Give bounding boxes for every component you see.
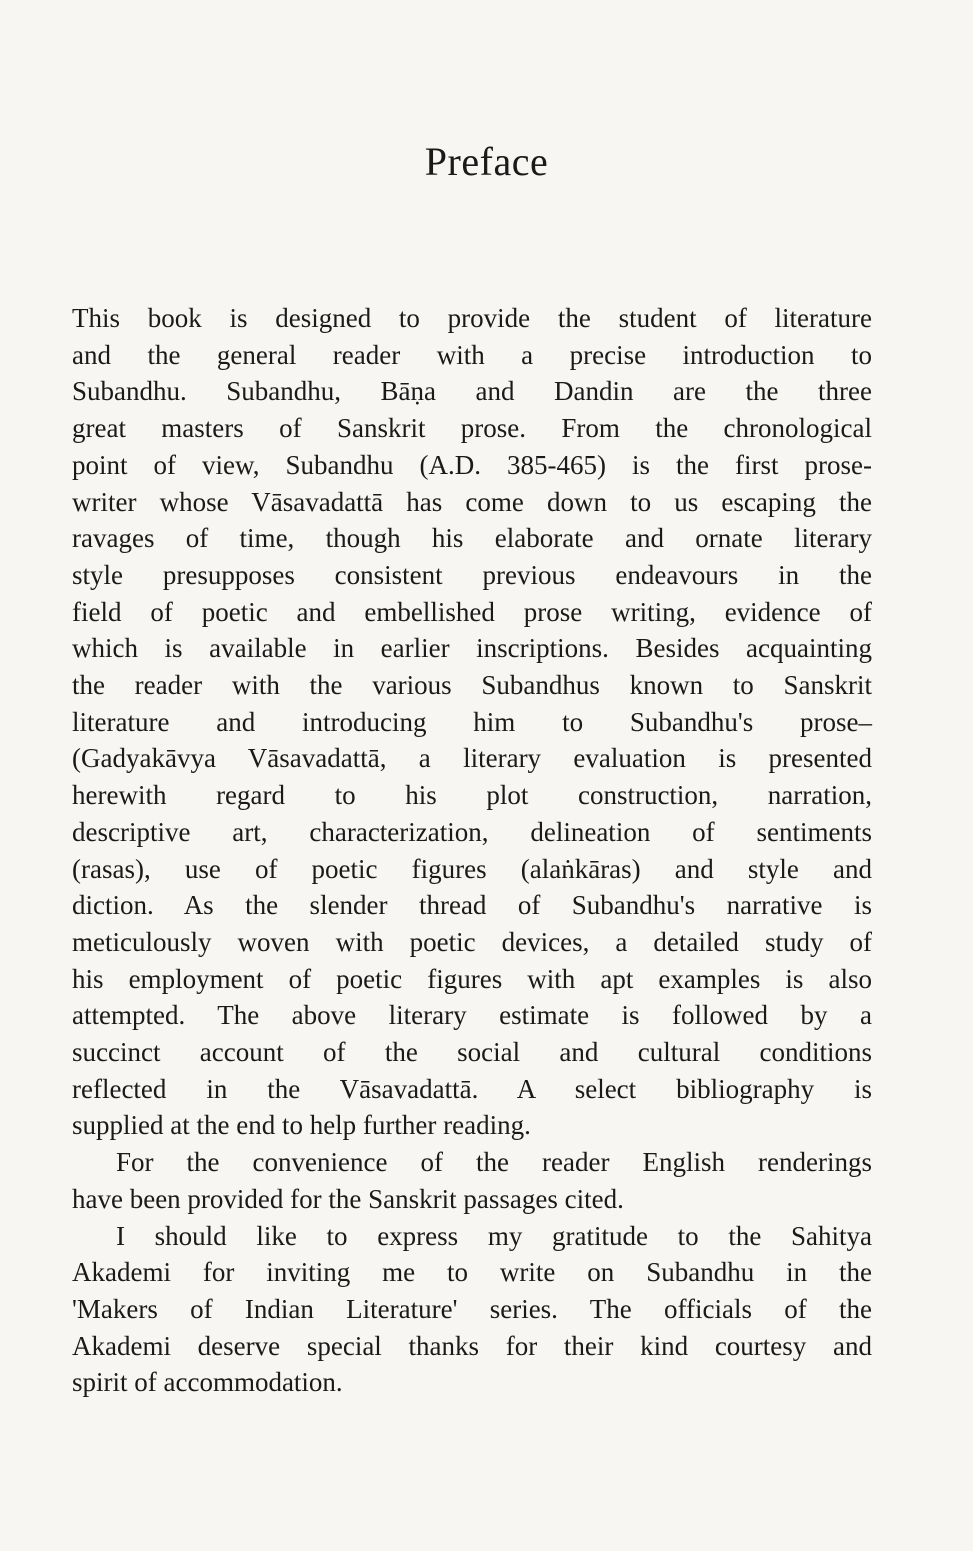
- text-line: (rasas), use of poetic figures (alaṅkāras) and style and: [72, 853, 872, 884]
- text-line: point of view, Subandhu (A.D. 385-465) is the first prose-: [72, 449, 872, 480]
- text-line: style presupposes consistent previous endeavours in the: [72, 559, 872, 590]
- text-line: For the convenience of the reader English renderings: [116, 1147, 872, 1178]
- text-line: the reader with the various Subandhus known to Sanskrit: [72, 670, 872, 701]
- paragraph-1: [72, 300, 872, 1144]
- text-line: Akademi for inviting me to write on Subandhu in the: [72, 1257, 872, 1288]
- text-line: diction. As the slender thread of Subandhu's narrative is: [72, 890, 872, 921]
- text-line: which is available in earlier inscriptions. Besides acquainting: [72, 633, 872, 664]
- text-line: supplied at the end to help further reading.: [72, 1110, 531, 1141]
- paragraph-3: [72, 1218, 872, 1402]
- text-line: Subandhu. Subandhu, Bāṇa and Dandin are the three: [72, 376, 872, 407]
- text-line: his employment of poetic figures with apt examples is also: [72, 963, 872, 994]
- text-line: have been provided for the Sanskrit passages cited.: [72, 1183, 624, 1214]
- text-line: (Gadyakāvya Vāsavadattā, a literary evaluation is presented: [72, 743, 872, 774]
- text-line: literature and introducing him to Subandhu's prose–: [72, 706, 872, 737]
- paragraph-2: [72, 1144, 872, 1217]
- text-line: This book is designed to provide the student of literature: [72, 303, 872, 333]
- text-line: ravages of time, though his elaborate and ornate literary: [72, 523, 872, 554]
- page-title: Preface: [424, 139, 549, 184]
- text-line: descriptive art, characterization, delineation of sentiments: [72, 816, 872, 847]
- text-line: field of poetic and embellished prose writing, evidence of: [72, 596, 872, 627]
- preface-body: [72, 300, 872, 1401]
- text-line: great masters of Sanskrit prose. From the chronological: [72, 413, 872, 444]
- text-line: I should like to express my gratitude to the Sahitya: [116, 1220, 872, 1251]
- text-line: attempted. The above literary estimate is followed by a: [72, 1000, 872, 1031]
- text-line: meticulously woven with poetic devices, a detailed study of: [72, 926, 872, 957]
- text-line: reflected in the Vāsavadattā. A select bibliography is: [72, 1073, 872, 1104]
- text-line: writer whose Vāsavadattā has come down to us escaping the: [72, 486, 872, 517]
- text-line: succinct account of the social and cultural conditions: [72, 1037, 872, 1068]
- text-line: spirit of accommodation.: [72, 1367, 343, 1398]
- text-line: and the general reader with a precise introduction to: [72, 339, 872, 370]
- text-line: 'Makers of Indian Literature' series. The officials of the: [72, 1293, 872, 1324]
- text-line: Akademi deserve special thanks for their kind courtesy and: [72, 1330, 872, 1361]
- text-line: herewith regard to his plot construction, narration,: [72, 780, 872, 811]
